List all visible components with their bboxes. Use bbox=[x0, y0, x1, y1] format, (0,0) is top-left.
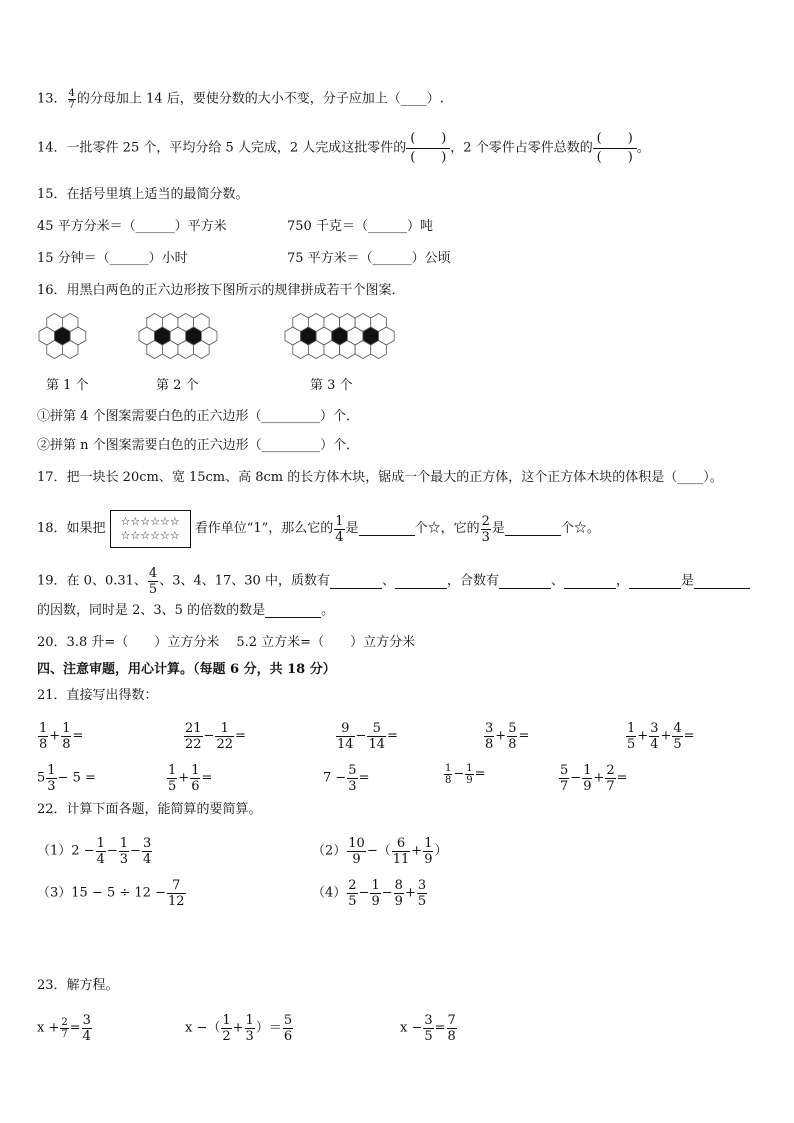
q16-sub1: ①拼第 4 个图案需要白色的正六边形（_________）个． bbox=[37, 409, 360, 424]
q20-text: 20．3.8 升=（ ）立方分米 5.2 立方米=（ ）立方分米 bbox=[37, 635, 416, 650]
q21-expr-1: $\frac{1}{8}$ + $\frac{1}{8}$ = bbox=[39, 721, 84, 752]
q15-item-c: 15 分钟＝（______）小时 bbox=[37, 251, 188, 266]
q19-blank-composite-1[interactable] bbox=[499, 575, 551, 589]
q21-expr-4: $\frac{3}{8}$ + $\frac{5}{8}$ = bbox=[485, 721, 530, 752]
white-hexagon bbox=[324, 314, 340, 332]
q21-expr-3: $\frac{9}{14}$ − $\frac{5}{14}$ = bbox=[337, 721, 398, 752]
q14-blank-fraction-2[interactable]: ( ) ( ) bbox=[593, 130, 637, 167]
q18-line: 18．如果把 ☆☆☆☆☆☆ ☆☆☆☆☆☆ 看作单位“1”，那么它的 $\frac{1}{4}$ 是 个☆，它的 $\frac{2}{3}$ 是 个☆。 bbox=[37, 510, 600, 548]
q21-title: 21．直接写出得数： bbox=[37, 688, 158, 703]
q15-title: 15．在括号里填上适当的最简分数。 bbox=[37, 187, 249, 202]
q13-line bbox=[37, 88, 444, 111]
white-hexagon bbox=[147, 341, 163, 359]
q19-blank-4[interactable] bbox=[694, 575, 750, 589]
q23-equation-3: x − $\frac{3}{5}$ = $\frac{7}{8}$ bbox=[400, 1013, 456, 1044]
white-hexagon bbox=[178, 314, 194, 332]
q21-expr-5: $\frac{1}{5}$ + $\frac{3}{4}$ + $\frac{4}{5}$ = bbox=[627, 721, 695, 752]
white-hexagon bbox=[194, 341, 210, 359]
white-hexagon bbox=[293, 314, 309, 332]
star-box: ☆☆☆☆☆☆ ☆☆☆☆☆☆ bbox=[110, 510, 191, 548]
white-hexagon bbox=[62, 314, 78, 332]
q19-fraction: $\frac{4}{5}$ bbox=[148, 566, 158, 597]
white-hexagon bbox=[308, 314, 324, 332]
white-hexagon bbox=[355, 314, 371, 332]
q22-title: 22．计算下面各题，能简算的要简算。 bbox=[37, 802, 262, 817]
q19-blank-5[interactable] bbox=[265, 604, 321, 618]
q13-fraction: $\frac{4}{7}$ bbox=[68, 88, 75, 111]
white-hexagon bbox=[340, 341, 356, 359]
q22-problem-2: （2） $\frac{10}{9}$ −（ $\frac{6}{11}$ + $\frac{1}{9}$ ） bbox=[312, 836, 448, 867]
q18-fraction-1: $\frac{1}{4}$ bbox=[335, 513, 344, 545]
white-hexagon bbox=[162, 314, 178, 332]
q23-title: 23．解方程。 bbox=[37, 978, 119, 993]
q13-number: 13． bbox=[37, 91, 67, 107]
q14-blank-fraction-1[interactable]: ( ) ( ) bbox=[406, 130, 450, 167]
q19-blank-prime-1[interactable] bbox=[330, 575, 382, 589]
q23-equation-1: x + $\frac{2}{7}$ = $\frac{3}{4}$ bbox=[37, 1013, 91, 1044]
q22-problem-3: （3）15 − 5 ÷ 12 − $\frac{7}{12}$ bbox=[37, 878, 185, 909]
white-hexagon bbox=[194, 314, 210, 332]
q19-blank-composite-2[interactable] bbox=[564, 575, 616, 589]
caption-pattern-3: 第 3 个 bbox=[310, 378, 353, 393]
caption-pattern-1: 第 1 个 bbox=[46, 378, 89, 393]
q15-item-b: 750 千克＝（______）吨 bbox=[287, 219, 433, 234]
white-hexagon bbox=[308, 341, 324, 359]
q21-expr-10: $\frac{5}{7}$ − $\frac{1}{9}$ + $\frac{2}{7}$ = bbox=[560, 763, 628, 794]
q19-blank-prime-2[interactable] bbox=[395, 575, 447, 589]
q18-fraction-2: $\frac{2}{3}$ bbox=[481, 513, 490, 545]
hexagon-pattern-2 bbox=[138, 309, 226, 363]
q13-text: 的分母加上 14 后，要使分数的大小不变，分子应加上（____）. bbox=[76, 91, 444, 107]
q16-title: 16．用黑白两色的正六边形按下图所示的规律拼成若干个图案． bbox=[37, 283, 405, 298]
q15-item-d: 75 平方米＝（______）公顷 bbox=[287, 251, 451, 266]
q21-expr-9: $\frac{1}{8}$ − $\frac{1}{9}$ = bbox=[445, 763, 486, 786]
q21-expr-2: $\frac{21}{22}$ − $\frac{1}{22}$ = bbox=[185, 721, 246, 752]
white-hexagon bbox=[355, 341, 371, 359]
white-hexagon bbox=[371, 341, 387, 359]
white-hexagon bbox=[324, 341, 340, 359]
hexagon-pattern-3 bbox=[284, 309, 406, 363]
q21-expr-6: 5 $\frac{1}{3}$ − 5 = bbox=[37, 763, 96, 794]
q19-line-1: 19．在 0、0.31、 $\frac{4}{5}$ 、3、4、17、30 中，质数有 、 ，合数有 、 ， 是 bbox=[37, 566, 750, 597]
hexagon-pattern-1 bbox=[38, 309, 90, 363]
q19-blank-3[interactable] bbox=[629, 575, 681, 589]
q15-item-a: 45 平方分米＝（______）平方米 bbox=[37, 219, 227, 234]
q14-text-a: 一批零件 25 个，平均分给 5 人完成，2 人完成这批零件的 bbox=[66, 140, 407, 156]
white-hexagon bbox=[62, 341, 78, 359]
white-hexagon bbox=[162, 341, 178, 359]
white-hexagon bbox=[147, 314, 163, 332]
white-hexagon bbox=[47, 314, 63, 332]
q19-line-2: 的因数，同时是 2、3、5 的倍数的数是 。 bbox=[37, 603, 335, 618]
white-hexagon bbox=[371, 314, 387, 332]
q14-line: 14．一批零件 25 个，平均分给 5 人完成，2 人完成这批零件的 ( ) ( ) ，2 个零件占零件总数的 ( ) ( ) 。 bbox=[37, 131, 650, 165]
q14-text-b: ，2 个零件占零件总数的 bbox=[450, 140, 593, 156]
q21-expr-7: $\frac{1}{5}$ + $\frac{1}{6}$ = bbox=[168, 763, 213, 794]
q21-expr-8: 7 − $\frac{5}{3}$ = bbox=[323, 763, 370, 794]
q18-blank-1[interactable] bbox=[359, 522, 415, 536]
q17-text: 17．把一块长 20cm、宽 15cm、高 8cm 的长方体木块，锯成一个最大的正方体，这个正方体木块的体积是（____）。 bbox=[37, 470, 723, 485]
q23-equation-2: x −（ $\frac{1}{2}$ + $\frac{1}{3}$ ）＝ $\frac{5}{6}$ bbox=[185, 1013, 293, 1044]
section-4-heading: 四、注意审题，用心计算。（每题 6 分，共 18 分） bbox=[37, 662, 336, 677]
white-hexagon bbox=[340, 314, 356, 332]
q22-problem-1: （1）2 − $\frac{1}{4}$ − $\frac{1}{3}$ − $\frac{3}{4}$ bbox=[37, 836, 152, 867]
caption-pattern-2: 第 2 个 bbox=[156, 378, 199, 393]
white-hexagon bbox=[47, 341, 63, 359]
q16-sub2: ②拼第 n 个图案需要白色的正六边形（_________）个． bbox=[37, 438, 360, 453]
q22-problem-4: （4） $\frac{2}{5}$ − $\frac{1}{9}$ − $\frac{8}{9}$ + $\frac{3}{5}$ bbox=[312, 878, 427, 909]
white-hexagon bbox=[293, 341, 309, 359]
q18-blank-2[interactable] bbox=[505, 522, 561, 536]
white-hexagon bbox=[178, 341, 194, 359]
